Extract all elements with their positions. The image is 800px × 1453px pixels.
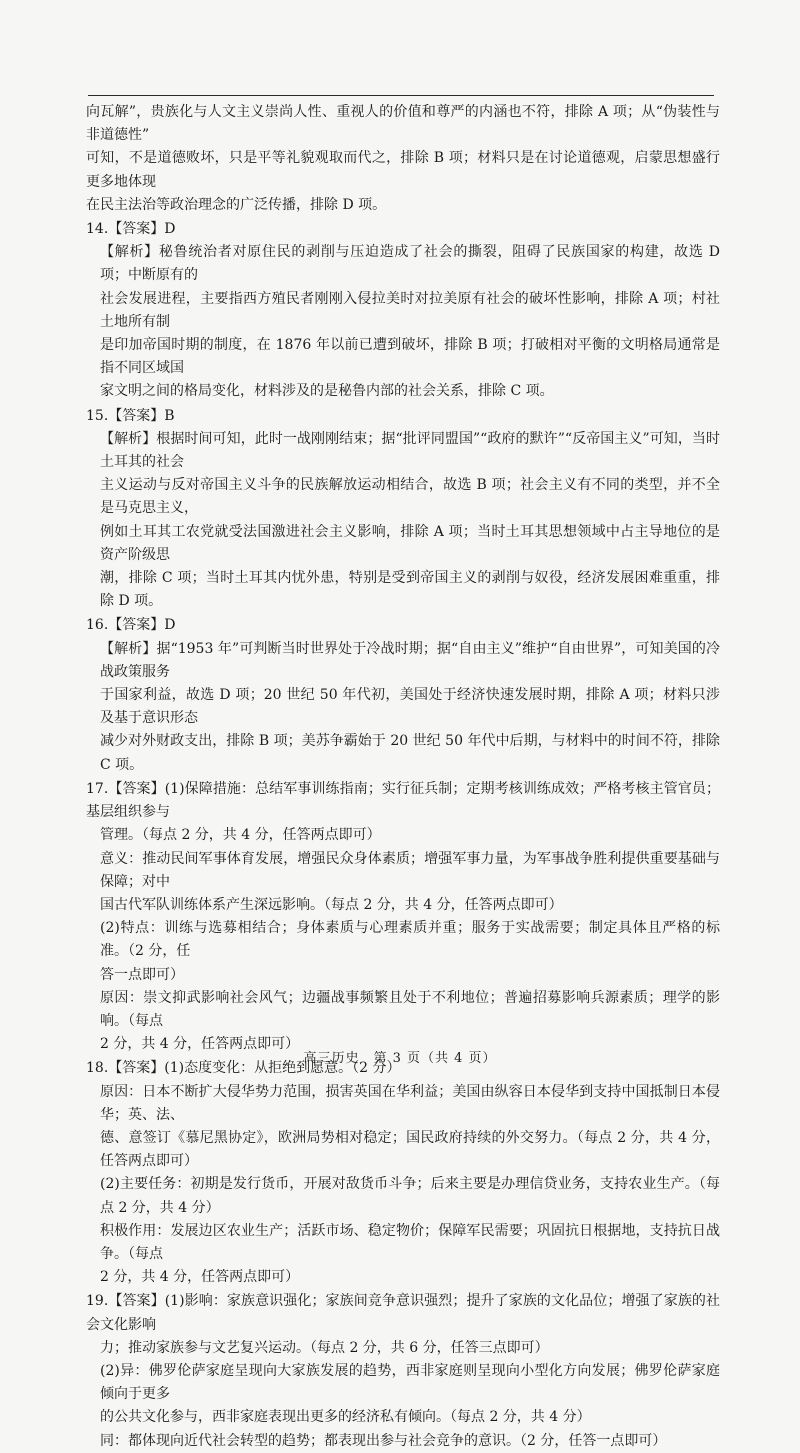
answer-detail-line: 国古代军队训练体系产生深远影响。（每点 2 分，共 4 分，任答两点即可） bbox=[100, 896, 563, 913]
answer-detail-line: (2)异：佛罗伦萨家庭呈现向大家族发展的趋势，西非家庭则呈现向小型化方向发展；佛罗伦萨家庭倾向于更多 bbox=[100, 1362, 720, 1403]
text-line: 向瓦解”，贵族化与人文主义崇尚人性、重视人的价值和尊严的内涵也不符，排除 A 项；从“伪装性与非道德性” bbox=[86, 104, 720, 144]
analysis-line: 主义运动与反对帝国主义斗争的民族解放运动相结合，故选 B 项；社会主义有不同的类型，并不全是马克思主义， bbox=[100, 477, 720, 517]
text-line: 可知，不是道德败坏，只是平等礼貌观取而代之，排除 B 项；材料只是在讨论道德观，启蒙思想盛行更多地体现 bbox=[86, 150, 720, 190]
answer-detail-line: 原因：崇文抑武影响社会风气；边疆战事频繁且处于不利地位；普遍招募影响兵源素质；理学的影响。（每点 bbox=[100, 989, 720, 1029]
answer-detail-line: (2)特点：训练与选募相结合；身体素质与心理素质并重；服务于实战需要；制定具体且严格的标准。（2 分，任 bbox=[100, 920, 720, 960]
analysis-line: 例如土耳其工农党就受法国激进社会主义影响，排除 A 项；当时土耳其思想领域中占主导地位的是资产阶级思 bbox=[100, 523, 720, 563]
answer-line: 15.【答案】B bbox=[86, 407, 175, 424]
text-line: 在民主法治等政治理念的广泛传播，排除 D 项。 bbox=[86, 196, 387, 213]
answer-detail-line: 原因：日本不断扩大侵华势力范围，损害英国在华利益；美国由纵容日本侵华到支持中国抵制日本侵华；英、法、 bbox=[100, 1083, 720, 1123]
question-17 bbox=[86, 778, 720, 1056]
answer-line: 19.【答案】(1)影响：家族意识强化；家族间竞争意识强烈；提升了家族的文化品位；增强了家族的社会文化影响 bbox=[86, 1293, 720, 1333]
question-16 bbox=[86, 614, 720, 776]
intro-block bbox=[86, 101, 720, 217]
answer-line: 16.【答案】D bbox=[86, 617, 176, 634]
answer-line: 14.【答案】D bbox=[86, 221, 176, 238]
analysis-line: 家文明之间的格局变化，材料涉及的是秘鲁内部的社会关系，排除 C 项。 bbox=[100, 383, 554, 400]
analysis-line: 社会发展进程，主要指西方殖民者刚刚入侵拉美时对拉美原有社会的破坏性影响，排除 A 项；村社土地所有制 bbox=[100, 290, 720, 330]
answer-line: 17.【答案】(1)保障措施：总结军事训练指南；实行征兵制；定期考核训练成效；严格考核主管官员；基层组织参与 bbox=[86, 780, 720, 821]
answer-detail-line: 2 分，共 4 分，任答两点即可） bbox=[100, 1269, 300, 1286]
analysis-line: 潮，排除 C 项；当时土耳其内忧外患，特别是受到帝国主义的剥削与奴役，经济发展困难重重，排除 D 项。 bbox=[100, 570, 720, 610]
answer-detail-line: 的公共文化参与，西非家庭表现出更多的经济私有倾向。（每点 2 分，共 4 分） bbox=[100, 1409, 591, 1426]
analysis-line: 减少对外财政支出，排除 B 项；美苏争霸始于 20 世纪 50 年代中后期，与材料中的时间不符，排除 C 项。 bbox=[100, 733, 720, 773]
answer-detail-line: 同：都体现向近代社会转型的趋势；都表现出参与社会竞争的意识。（2 分，任答一点即可） bbox=[100, 1432, 667, 1449]
analysis-line: 于国家利益，故选 D 项；20 世纪 50 年代初，美国处于经济快速发展时期，排除 A 项；材料只涉及基于意识形态 bbox=[100, 687, 720, 727]
analysis-line: 【解析】据“1953 年”可判断当时世界处于冷战时期；据“自由主义”维护“自由世界”，可知美国的冷战政策服务 bbox=[100, 640, 720, 680]
answer-detail-line: 答一点即可） bbox=[100, 966, 184, 983]
answer-detail-line: 管理。（每点 2 分，共 4 分，任答两点即可） bbox=[100, 827, 381, 844]
page-footer: 高三历史 第 3 页（共 4 页） bbox=[303, 1051, 497, 1066]
answer-detail-line: (2)主要任务：初期是发行货币，开展对敌货币斗争；后来主要是办理信贷业务，支持农业生产。（每点 2 分，共 4 分） bbox=[100, 1176, 720, 1216]
question-19 bbox=[86, 1290, 720, 1452]
question-14 bbox=[86, 218, 720, 404]
answer-detail-line: 德、意签订《慕尼黑协定》，欧洲局势相对稳定；国民政府持续的外交努力。（每点 2 分，共 4 分，任答两点即可） bbox=[100, 1129, 720, 1170]
header-rule bbox=[88, 95, 714, 96]
question-15 bbox=[86, 405, 720, 614]
analysis-line: 【解析】根据时间可知，此时一战刚刚结束；据“批评同盟国”“政府的默许”“反帝国主义”可知，当时土耳其的社会 bbox=[100, 430, 720, 471]
analysis-line: 是印加帝国时期的制度，在 1876 年以前已遭到破坏，排除 B 项；打破相对平衡的文明格局通常是指不同区域国 bbox=[100, 337, 720, 377]
answer-detail-line: 2 分，共 4 分，任答两点即可） bbox=[100, 1036, 300, 1053]
answer-detail-line: 意义：推动民间军事体育发展，增强民众身体素质；增强军事力量，为军事战争胜利提供重要基础与保障；对中 bbox=[100, 850, 720, 890]
answer-line: 18.【答案】(1)态度变化：从拒绝到愿意。（2 分） bbox=[86, 1060, 401, 1077]
question-18 bbox=[86, 1057, 720, 1289]
answer-detail-line: 力；推动家族参与文艺复兴运动。（每点 2 分，共 6 分，任答三点即可） bbox=[100, 1339, 549, 1356]
answer-content bbox=[86, 101, 720, 1453]
analysis-line: 【解析】秘鲁统治者对原住民的剥削与压迫造成了社会的撕裂，阻碍了民族国家的构建，故选 D 项；中断原有的 bbox=[100, 244, 720, 284]
answer-detail-line: 积极作用：发展边区农业生产；活跃市场、稳定物价；保障军民需要；巩固抗日根据地，支持抗日战争。（每点 bbox=[100, 1222, 720, 1262]
